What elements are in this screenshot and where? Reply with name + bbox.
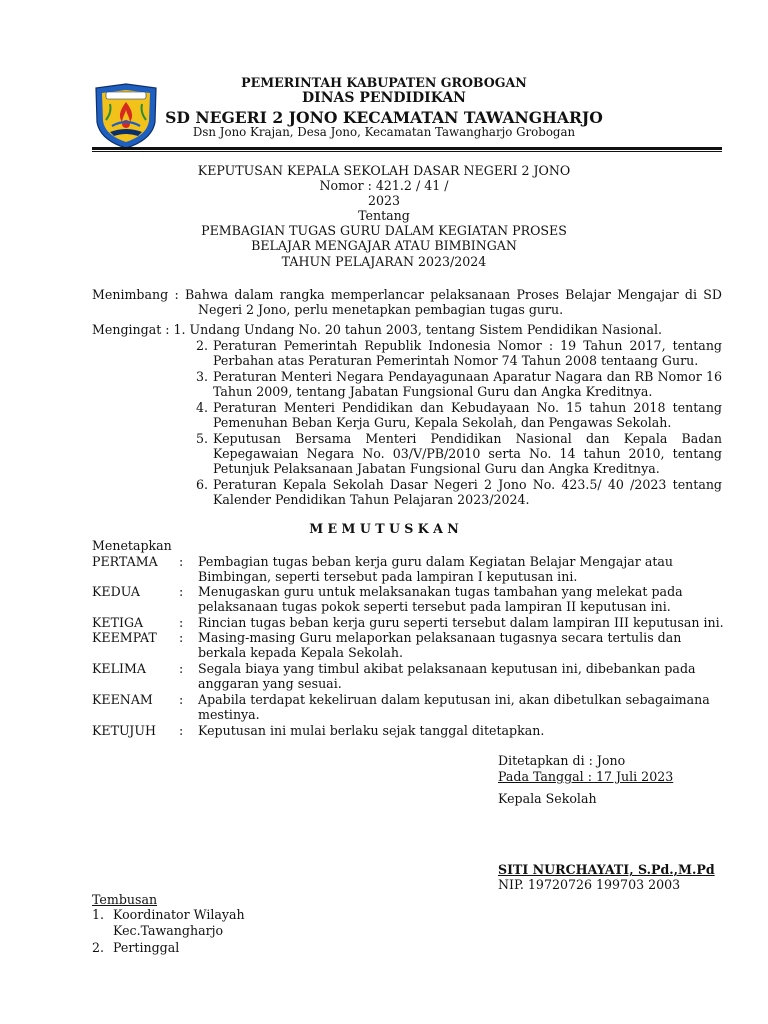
mengingat-item-text: Perbahan atas Peraturan Pemerintah Nomor 74 Tahun 2008 tentaang Guru.: [213, 353, 699, 368]
title-line: KEPUTUSAN KEPALA SEKOLAH DASAR NEGERI 2 JONO: [197, 163, 571, 178]
mengingat-item-text: Peraturan Menteri Negara Pendayagunaan Aparatur Nagara dan RB Nomor 16: [213, 369, 722, 384]
decision-colon: :: [179, 615, 184, 630]
decision-text: mestinya.: [198, 707, 260, 722]
tembusan-item-number: 2.: [92, 940, 105, 955]
mengingat-item-text: Tahun 2009, tentang Jabatan Fungsional Guru dan Angka Kreditnya.: [213, 384, 653, 399]
tembusan-item-number: 1.: [92, 907, 105, 922]
decision-text: Menugaskan guru untuk melaksanakan tugas tambahan yang melekat pada: [198, 584, 683, 599]
decision-text: Masing-masing Guru melaporkan pelaksanaan tugasnya secara tertulis dan: [198, 630, 682, 645]
mengingat-item-text: Peraturan Kepala Sekolah Dasar Negeri 2 Jono No. 423.5/ 40 /2023 tentang: [213, 477, 722, 492]
signature-role: Kepala Sekolah: [498, 791, 597, 806]
mengingat-item-text: Kalender Pendidikan Tahun Pelajaran 2023/2024.: [213, 492, 530, 507]
tembusan-item: Koordinator Wilayah: [113, 907, 245, 922]
letterhead-line3: SD NEGERI 2 JONO KECAMATAN TAWANGHARJO: [165, 108, 603, 127]
title-year: 2023: [367, 193, 401, 208]
decision-text: pelaksanaan tugas pokok seperti tersebut pada lampiran II keputusan ini.: [198, 599, 671, 614]
decision-label: KEENAM: [92, 692, 153, 707]
decision-colon: :: [179, 630, 184, 645]
signature-date: Pada Tanggal : 17 Juli 2023: [498, 769, 674, 784]
menetapkan-label: Menetapkan: [92, 538, 172, 553]
decision-text: Keputusan ini mulai berlaku sejak tanggal ditetapkan.: [198, 723, 545, 738]
tembusan-item: Kec.Tawangharjo: [113, 923, 224, 938]
decision-label: KETIGA: [92, 615, 144, 630]
decision-colon: :: [179, 661, 184, 676]
menimbang-text: Negeri 2 Jono, perlu menetapkan pembagian tugas guru.: [198, 302, 564, 317]
mengingat-item: Mengingat : 1. Undang Undang No. 20 tahun 2003, tentang Sistem Pendidikan Nasional.: [92, 322, 662, 337]
mengingat-item-number: 4.: [196, 400, 209, 415]
mengingat-item-text: Pemenuhan Beban Kerja Guru, Kepala Sekolah, dan Pengawas Sekolah.: [213, 415, 672, 430]
letterhead-rule-thin: [92, 151, 722, 152]
decision-label: KEDUA: [92, 584, 141, 599]
signature-nip: NIP. 19720726 199703 2003: [498, 877, 681, 892]
decision-colon: :: [179, 723, 184, 738]
signature-name: SITI NURCHAYATI, S.Pd.,M.Pd: [498, 862, 715, 877]
decision-text: Bimbingan, seperti tersebut pada lampiran I keputusan ini.: [198, 569, 578, 584]
letterhead-line1: PEMERINTAH KABUPATEN GROBOGAN: [241, 75, 527, 90]
mengingat-item-number: 5.: [196, 431, 209, 446]
title-subject: TAHUN PELAJARAN 2023/2024: [281, 254, 487, 269]
mengingat-item-text: Peraturan Menteri Pendidikan dan Kebudayaan No. 15 tahun 2018 tentang: [213, 400, 722, 415]
letterhead-line2: DINAS PENDIDIKAN: [302, 90, 466, 106]
decision-label: KETUJUH: [92, 723, 156, 738]
mengingat-item-text: Peraturan Pemerintah Republik Indonesia Nomor : 19 Tahun 2017, tentang: [213, 338, 722, 353]
decision-label: KELIMA: [92, 661, 146, 676]
signature-place: Ditetapkan di : Jono: [498, 753, 626, 768]
decision-label: KEEMPAT: [92, 630, 157, 645]
letterhead-address: Dsn Jono Krajan, Desa Jono, Kecamatan Tawangharjo Grobogan: [192, 125, 576, 139]
memutuskan-heading: M E M U T U S K A N: [309, 521, 459, 536]
decision-colon: :: [179, 584, 184, 599]
title-subject: BELAJAR MENGAJAR ATAU BIMBINGAN: [251, 238, 517, 253]
decision-label: PERTAMA: [92, 554, 158, 569]
tembusan-heading: Tembusan: [92, 892, 158, 907]
decision-text: Apabila terdapat kekeliruan dalam keputusan ini, akan dibetulkan sebagaimana: [198, 692, 710, 707]
letterhead-rule-thick: [92, 147, 722, 150]
mengingat-item-text: Keputusan Bersama Menteri Pendidikan Nasional dan Kepala Badan: [213, 431, 722, 446]
decision-colon: :: [179, 692, 184, 707]
title-number: Nomor : 421.2 / 41 /: [319, 178, 449, 193]
mengingat-item-number: 6.: [196, 477, 209, 492]
mengingat-item-number: 3.: [196, 369, 209, 384]
mengingat-item-text: Petunjuk Pelaksanaan Jabatan Fungsional Guru dan Angka Kreditnya.: [213, 461, 660, 476]
title-subject: PEMBAGIAN TUGAS GURU DALAM KEGIATAN PROSES: [201, 223, 567, 238]
decision-text: Pembagian tugas beban kerja guru dalam Kegiatan Belajar Mengajar atau: [198, 554, 674, 569]
menimbang-text: Menimbang : Bahwa dalam rangka memperlancar pelaksanaan Proses Belajar Mengajar di SD: [92, 287, 722, 302]
decision-text: Segala biaya yang timbul akibat pelaksanaan keputusan ini, dibebankan pada: [198, 661, 696, 676]
mengingat-item-text: Kepegawaian Negara No. 03/V/PB/2010 serta No. 14 tahun 2010, tentang: [213, 446, 722, 461]
decision-text: berkala kepada Kepala Sekolah.: [198, 645, 404, 660]
mengingat-item-number: 2.: [196, 338, 209, 353]
tembusan-item: Pertinggal: [113, 940, 180, 955]
title-tentang: Tentang: [358, 208, 410, 223]
decision-colon: :: [179, 554, 184, 569]
decision-text: Rincian tugas beban kerja guru seperti tersebut dalam lampiran III keputusan ini.: [198, 615, 724, 630]
decision-text: anggaran yang sesuai.: [198, 676, 342, 691]
